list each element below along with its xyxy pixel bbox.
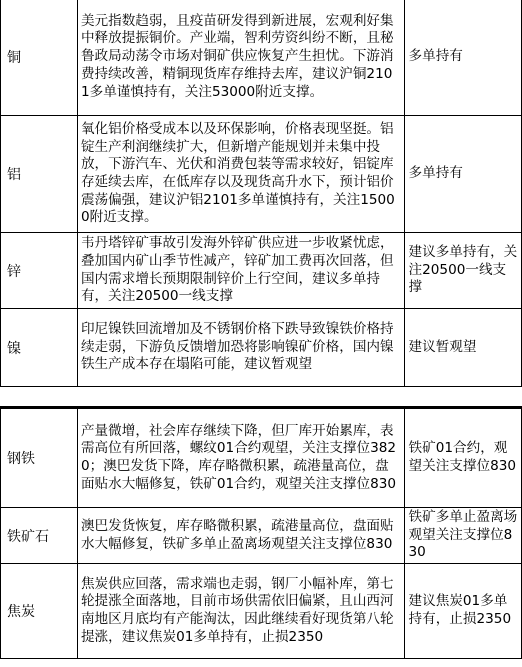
- commodity-name: 钢铁: [1, 408, 78, 508]
- advice-text: 建议多单持有，关注20500一线支撑: [404, 233, 521, 309]
- advice-text: 建议暂观望: [404, 309, 521, 387]
- commodity-table-ferrous: [0, 406, 522, 659]
- analysis-text: 韦丹塔锌矿事故引发海外锌矿供应进一步收紧忧虑，叠加国内矿山季节性减产，锌矿加工费再次回落，但国内需求增长预期限制锌价上行空间，建议多单持有，关注20500一线支撑: [77, 233, 404, 309]
- advice-text: 铁矿01合约，观望关注支撑位830: [404, 408, 521, 508]
- table-row-coke: [1, 564, 522, 659]
- analysis-text: 氧化铝价格受成本以及环保影响，价格表现坚挺。铝锭生产利润继续扩大，但新增产能规划并未集中投放，下游汽车、光伏和消费包装等需求较好，铝锭库存延续去库，在低库存以及现货高升水下，预计铝价震荡偏强，建议沪铝2101多单谨慎持有，关注15000附近支撑。: [77, 116, 404, 233]
- commodity-name: 锌: [1, 233, 78, 309]
- advice-text: 多单持有: [404, 0, 521, 116]
- analysis-text: 澳巴发货恢复，库存略微积累，疏港量高位，盘面贴水大幅修复，铁矿多单止盈离场观望关注支撑位830: [77, 508, 404, 564]
- commodity-name: 铜: [1, 0, 78, 116]
- advice-text: 铁矿多单止盈离场观望关注支撑位830: [404, 508, 521, 564]
- advice-text: 建议焦炭01多单持有，止损2350: [404, 564, 521, 659]
- commodity-name: 铁矿石: [1, 508, 78, 564]
- table-row-nickel: [1, 309, 522, 387]
- commodity-name: 镍: [1, 309, 78, 387]
- commodity-name: 铝: [1, 116, 78, 233]
- table-row-copper: [1, 0, 522, 116]
- analysis-text: 焦炭供应回落，需求端也走弱，钢厂小幅补库，第七轮提涨全面落地，目前市场供需依旧偏紧，且山西河南地区月底均有产能淘汰，因此继续看好现货第八轮提涨，建议焦炭01多单持有，止损2350: [77, 564, 404, 659]
- analysis-text: 印尼镍铁回流增加及不锈钢价格下跌导致镍铁价格持续走弱，下游负反馈增加恐将影响镍矿价格，国内镍铁生产成本存在塌陷可能，建议暂观望: [77, 309, 404, 387]
- section-gap: [0, 387, 522, 406]
- analysis-text: 产量微增，社会库存继续下降，但厂库开始累库，表需高位有所回落，螺纹01合约观望，关注支撑位3820；澳巴发货下降，库存略微积累，疏港量高位，盘面贴水大幅修复，铁矿01合约，观望关注支撑位830: [77, 408, 404, 508]
- analysis-text: 美元指数趋弱，且疫苗研发得到新进展，宏观利好集中释放提振铜价。产业端，智利劳资纠纷不断，且秘鲁政局动荡令市场对铜矿供应恢复产生担忧。下游消费持续改善，精铜现货库存维持去库，建议沪铜2101多单谨慎持有，关注53000附近支撑。: [77, 0, 404, 116]
- advice-text: 多单持有: [404, 116, 521, 233]
- table-row-iron-ore: [1, 508, 522, 564]
- table-row-aluminum: [1, 116, 522, 233]
- table-row-zinc: [1, 233, 522, 309]
- table-row-steel: [1, 408, 522, 508]
- commodity-name: 焦炭: [1, 564, 78, 659]
